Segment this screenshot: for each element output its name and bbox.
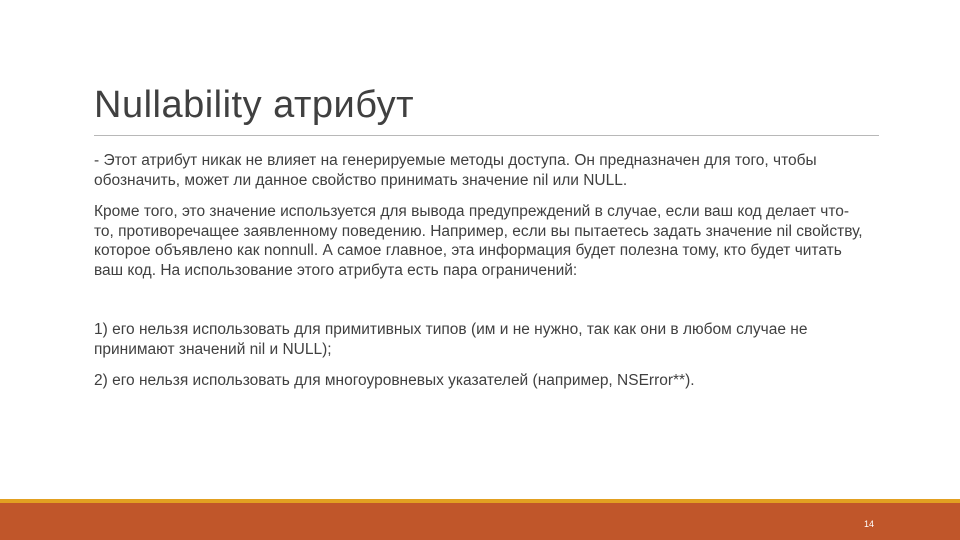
paragraph-limit-1: 1) его нельзя использовать для примитивных типов (им и не нужно, так как они в любом случае не принимают значений nil и NULL); bbox=[94, 321, 808, 358]
slide-title: Nullability атрибут bbox=[94, 84, 415, 126]
title-divider bbox=[94, 135, 879, 136]
slide-body bbox=[94, 151, 864, 391]
paragraph-intro: - Этот атрибут никак не влияет на генерируемые методы доступа. Он предназначен для того, чтобы обозначить, может ли данное свойство принимать значение nil или NULL. bbox=[94, 152, 817, 189]
page-number: 14 bbox=[863, 519, 874, 529]
paragraph-details: Кроме того, это значение используется для вывода предупреждений в случае, если ваш код делает что-то, противоречащее заявленному поведению. Например, если вы пытаетесь задать значение nil свойству, которое объявлено как nonnull. А самое главное, эта информация будет полезна тому, кто будет читать ваш код. На использование этого атрибута есть пара ограничений: bbox=[94, 203, 863, 279]
footer-bar bbox=[0, 503, 960, 540]
paragraph-limit-2: 2) его нельзя использовать для многоуровневых указателей (например, NSError**). bbox=[94, 372, 695, 389]
